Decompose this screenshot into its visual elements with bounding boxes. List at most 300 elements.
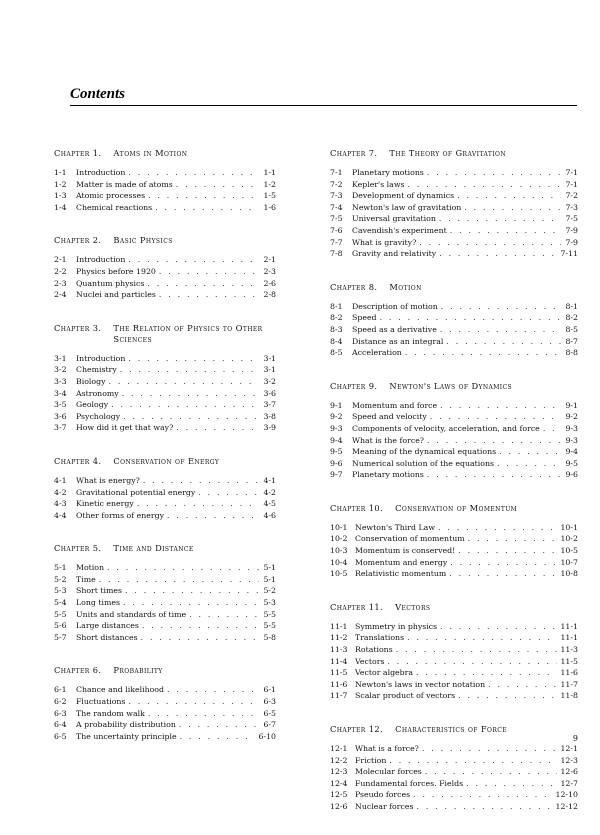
toc-entry[interactable] — [330, 458, 578, 470]
section-title: How did it get that way? — [76, 423, 174, 433]
heading-rule — [70, 105, 577, 106]
chapter-number: Chapter 6. — [54, 665, 102, 676]
page-ref: 3-1 — [263, 365, 276, 375]
toc-entry[interactable] — [330, 446, 578, 458]
section-title: Quantum physics — [76, 278, 145, 288]
section-number: 10-5 — [330, 569, 348, 579]
dot-leader — [155, 202, 259, 214]
dot-leader — [497, 458, 561, 470]
chapter-heading[interactable] — [54, 235, 276, 246]
toc-entry[interactable] — [54, 190, 276, 202]
toc-entry[interactable] — [54, 278, 276, 290]
section-title: Scalar product of vectors — [355, 691, 456, 701]
dot-leader — [148, 708, 259, 720]
page-ref: 1-5 — [263, 191, 276, 201]
section-number: 3-4 — [54, 388, 67, 398]
toc-entry[interactable] — [330, 755, 578, 767]
chapter-block — [330, 282, 578, 359]
page-ref: 11-1 — [560, 633, 578, 643]
section-number: 4-3 — [54, 499, 67, 509]
section-number: 1-1 — [54, 168, 67, 177]
chapter-title: Motion — [389, 281, 422, 292]
page-ref: 2-8 — [263, 290, 276, 300]
dot-leader — [416, 801, 552, 813]
dot-leader — [405, 347, 561, 359]
toc-entry[interactable] — [54, 475, 276, 487]
dot-leader — [446, 336, 561, 348]
section-number: 8-3 — [330, 324, 343, 334]
dot-leader — [99, 574, 259, 586]
section-number: 2-1 — [54, 255, 67, 265]
section-number: 7-4 — [330, 202, 343, 212]
toc-entry[interactable] — [330, 743, 578, 755]
toc-entry[interactable] — [330, 248, 578, 260]
chapter-title: Basic Physics — [113, 235, 173, 246]
section-number: 12-5 — [330, 790, 348, 800]
section-number: 12-6 — [330, 801, 348, 811]
chapter-heading[interactable] — [330, 148, 578, 159]
section-title: Matter is made of atoms — [76, 179, 173, 189]
page-ref: 9-1 — [565, 400, 578, 410]
dot-leader — [407, 632, 557, 644]
section-number: 12-1 — [330, 744, 348, 753]
page-ref: 2-3 — [263, 266, 276, 276]
section-title: Momentum and energy — [355, 557, 448, 567]
toc-entry[interactable] — [54, 684, 276, 696]
page-ref: 5-5 — [263, 609, 276, 619]
section-number: 11-3 — [330, 645, 348, 655]
toc-entry[interactable] — [54, 597, 276, 609]
toc-entry[interactable] — [54, 487, 276, 499]
page-ref: 11-8 — [560, 691, 578, 701]
dot-leader — [180, 731, 256, 743]
section-number: 8-2 — [330, 313, 343, 323]
section-title: Introduction — [76, 255, 126, 265]
section-title: Kinetic energy — [76, 499, 134, 509]
toc-entry[interactable] — [330, 167, 578, 179]
toc-entry[interactable] — [330, 801, 578, 813]
chapter-heading[interactable] — [330, 602, 578, 613]
chapter-heading[interactable] — [330, 503, 578, 514]
toc-entry[interactable] — [54, 289, 276, 301]
chapter-number: Chapter 10. — [330, 502, 384, 513]
chapter-title: Atoms in Motion — [113, 148, 188, 158]
toc-entry[interactable] — [330, 679, 578, 691]
page-ref: 7-2 — [565, 191, 578, 201]
toc-entry[interactable] — [54, 731, 276, 743]
toc-entry[interactable] — [330, 324, 578, 336]
dot-leader — [143, 475, 259, 487]
section-title: Nuclei and particles — [76, 290, 156, 300]
dot-leader — [159, 289, 259, 301]
dot-leader — [464, 202, 561, 214]
toc-entry[interactable] — [330, 179, 578, 191]
section-title: Components of velocity, acceleration, and force — [352, 423, 540, 433]
chapter-number: Chapter 1. — [54, 148, 102, 158]
page-ref: 5-8 — [263, 632, 276, 642]
dot-leader — [179, 719, 259, 731]
chapter-heading[interactable] — [54, 665, 276, 676]
chapter-title: The Theory of Gravitation — [389, 148, 507, 158]
dot-leader — [499, 446, 561, 458]
section-title: Long times — [76, 598, 120, 608]
page-ref: 6-1 — [263, 685, 276, 695]
chapter-block — [330, 148, 578, 260]
page-ref: 11-3 — [560, 645, 578, 655]
section-title: Atomic processes — [76, 191, 146, 201]
dot-leader — [440, 400, 561, 412]
toc-entry[interactable] — [54, 585, 276, 597]
page-ref: 7-9 — [565, 237, 578, 247]
page-ref: 3-1 — [263, 353, 276, 363]
page-ref: 5-5 — [263, 621, 276, 631]
page-ref: 7-1 — [565, 168, 578, 177]
toc-entry[interactable] — [330, 225, 578, 237]
page-ref: 3-9 — [263, 423, 276, 433]
chapter-number: Chapter 11. — [330, 601, 384, 612]
section-number: 5-5 — [54, 609, 67, 619]
toc-entry[interactable] — [330, 190, 578, 202]
chapter-block — [54, 323, 276, 434]
section-title: Psychology — [76, 411, 121, 421]
section-title: Conservation of momentum — [355, 534, 465, 544]
section-title: Nuclear forces — [355, 801, 414, 811]
section-number: 8-5 — [330, 348, 343, 358]
dot-leader — [109, 376, 259, 388]
toc-entry[interactable] — [54, 353, 276, 365]
toc-entry[interactable] — [54, 620, 276, 632]
section-number: 10-1 — [330, 522, 348, 532]
toc-entry[interactable] — [330, 533, 578, 545]
section-number: 5-2 — [54, 574, 67, 584]
page-ref: 2-1 — [263, 255, 276, 265]
chapter-heading[interactable] — [54, 148, 276, 159]
dot-leader — [408, 179, 562, 191]
section-title: Numerical solution of the equations — [352, 458, 495, 468]
dot-leader — [427, 435, 561, 447]
toc-entry[interactable] — [330, 400, 578, 412]
section-number: 7-7 — [330, 237, 343, 247]
page-ref: 12-3 — [560, 755, 578, 765]
toc-entry[interactable] — [330, 621, 578, 633]
dot-leader — [413, 789, 552, 801]
section-title: Newton's law of gravitation — [352, 202, 462, 212]
dot-leader — [387, 656, 557, 668]
dot-leader — [142, 620, 259, 632]
section-number: 2-3 — [54, 278, 67, 288]
toc-entry[interactable] — [330, 568, 578, 580]
chapter-number: Chapter 2. — [54, 235, 102, 246]
dot-leader — [458, 690, 557, 702]
page-ref: 9-3 — [565, 423, 578, 433]
section-number: 7-2 — [330, 179, 343, 189]
section-title: Chance and likelihood — [76, 685, 164, 695]
page-ref: 4-1 — [263, 475, 276, 485]
section-title: Fluctuations — [76, 697, 126, 707]
dot-leader — [120, 364, 259, 376]
section-number: 3-1 — [54, 353, 67, 363]
section-title: Short times — [76, 586, 123, 596]
page-ref: 12-10 — [555, 790, 578, 800]
page-ref: 9-2 — [565, 412, 578, 422]
section-number: 6-5 — [54, 731, 67, 741]
section-number: 9-6 — [330, 458, 343, 468]
section-title: Time — [76, 574, 96, 584]
chapter-block — [54, 456, 276, 521]
chapter-number: Chapter 8. — [330, 281, 378, 292]
section-title: Geology — [76, 400, 109, 410]
section-title: Development of dynamics — [352, 191, 455, 201]
toc-entry[interactable] — [54, 399, 276, 411]
page-ref: 2-6 — [263, 278, 276, 288]
section-title: Description of motion — [352, 301, 438, 311]
toc-entry[interactable] — [54, 562, 276, 574]
toc-entry[interactable] — [330, 522, 578, 534]
dot-leader — [440, 324, 561, 336]
section-number: 11-4 — [330, 656, 348, 666]
section-title: Large distances — [76, 621, 139, 631]
dot-leader — [111, 399, 259, 411]
toc-entry[interactable] — [330, 202, 578, 214]
chapter-number: Chapter 5. — [54, 543, 102, 554]
dot-leader — [159, 266, 259, 278]
chapter-number: Chapter 9. — [330, 380, 378, 391]
toc-entry[interactable] — [330, 656, 578, 668]
toc-entry[interactable] — [54, 510, 276, 522]
page-ref: 3-2 — [263, 376, 276, 386]
dot-leader — [123, 411, 259, 423]
chapter-heading[interactable] — [330, 282, 578, 293]
toc-entry[interactable] — [54, 179, 276, 191]
page-ref: 10-5 — [560, 546, 578, 556]
toc-entry[interactable] — [330, 557, 578, 569]
toc-entry[interactable] — [54, 376, 276, 388]
section-number: 6-1 — [54, 685, 67, 695]
page-ref: 8-7 — [565, 336, 578, 346]
page-number: 9 — [572, 734, 578, 743]
toc-entry[interactable] — [54, 696, 276, 708]
section-title: The random walk — [76, 708, 145, 718]
dot-leader — [137, 498, 259, 510]
section-title: What is a force? — [355, 744, 419, 753]
page-ref: 11-7 — [560, 679, 578, 689]
dot-leader — [107, 562, 259, 574]
page-ref: 5-1 — [263, 574, 276, 584]
chapter-title: Vectors — [395, 601, 431, 612]
page-ref: 11-1 — [560, 621, 578, 631]
dot-leader — [141, 632, 259, 644]
dot-leader — [466, 778, 557, 790]
dot-leader — [389, 755, 557, 767]
page-ref: 6-3 — [263, 697, 276, 707]
section-title: Symmetry in physics — [355, 621, 438, 631]
section-title: Planetary motions — [352, 470, 424, 480]
dot-leader — [148, 190, 259, 202]
page-ref: 10-1 — [560, 522, 578, 532]
chapter-heading[interactable] — [54, 543, 276, 554]
chapter-heading[interactable] — [54, 456, 276, 467]
toc-entry[interactable] — [330, 632, 578, 644]
toc-entry[interactable] — [54, 388, 276, 400]
toc-entry[interactable] — [330, 336, 578, 348]
page-ref: 7-3 — [565, 202, 578, 212]
section-title: Friction — [355, 755, 387, 765]
section-number: 4-4 — [54, 510, 67, 520]
page-ref: 12-7 — [560, 778, 578, 788]
chapter-title: Conservation of Energy — [113, 455, 220, 466]
chapter-heading[interactable] — [330, 724, 578, 735]
toc-entry[interactable] — [54, 266, 276, 278]
toc-entry[interactable] — [54, 422, 276, 434]
section-title: Gravitational potential energy — [76, 487, 196, 497]
section-number: 1-3 — [54, 191, 67, 201]
section-number: 11-2 — [330, 633, 348, 643]
page-ref: 1-2 — [263, 179, 276, 189]
chapter-number: Chapter 7. — [330, 148, 378, 158]
toc-entry[interactable] — [54, 364, 276, 376]
toc-entry[interactable] — [330, 545, 578, 557]
page-ref: 10-2 — [560, 534, 578, 544]
toc-entry[interactable] — [54, 609, 276, 621]
page-ref: 6-10 — [258, 731, 276, 741]
dot-leader — [416, 667, 557, 679]
section-title: Gravity and relativity — [352, 249, 437, 259]
chapter-title: The Relation of Physics to Other Sciences — [113, 322, 263, 344]
toc-entry[interactable] — [54, 167, 276, 179]
section-title: Rotations — [355, 645, 393, 655]
section-title: Biology — [76, 376, 106, 386]
section-title: Fundamental forces. Fields — [355, 778, 464, 788]
page-ref: 9-5 — [565, 458, 578, 468]
toc-entry[interactable] — [54, 411, 276, 423]
page-ref: 7-1 — [565, 179, 578, 189]
section-title: Kepler's laws — [352, 179, 405, 189]
section-title: Units and standards of time — [76, 609, 187, 619]
page-ref: 11-6 — [560, 668, 578, 678]
dot-leader — [128, 254, 259, 266]
toc-entry[interactable] — [54, 632, 276, 644]
toc-entry[interactable] — [330, 237, 578, 249]
section-number: 6-4 — [54, 720, 67, 730]
section-number: 11-5 — [330, 668, 348, 678]
page-ref: 7-5 — [565, 214, 578, 224]
toc-entry[interactable] — [54, 708, 276, 720]
toc-column-right — [330, 148, 578, 835]
section-title: A probability distribution — [76, 720, 176, 730]
page-ref: 1-6 — [263, 202, 276, 212]
toc-entry[interactable] — [330, 690, 578, 702]
chapter-block — [54, 235, 276, 300]
chapter-block — [54, 148, 276, 213]
toc-entry[interactable] — [330, 312, 578, 324]
toc-entry[interactable] — [330, 301, 578, 313]
toc-entry[interactable] — [330, 411, 578, 423]
section-number: 3-7 — [54, 423, 67, 433]
chapter-block — [54, 665, 276, 742]
section-title: Chemistry — [76, 365, 117, 375]
toc-entry[interactable] — [54, 202, 276, 214]
toc-entry[interactable] — [330, 667, 578, 679]
section-number: 5-1 — [54, 563, 67, 573]
toc-entry[interactable] — [330, 766, 578, 778]
toc-entry[interactable] — [54, 574, 276, 586]
section-number: 9-4 — [330, 435, 343, 445]
chapter-block — [330, 602, 578, 702]
page-ref: 4-6 — [263, 510, 276, 520]
chapter-number: Chapter 12. — [330, 724, 384, 734]
section-number: 5-4 — [54, 598, 67, 608]
section-number: 5-7 — [54, 632, 67, 642]
section-number: 10-3 — [330, 546, 348, 556]
chapter-title: Conservation of Momentum — [395, 502, 518, 513]
chapter-number: Chapter 4. — [54, 455, 102, 466]
page-ref: 3-7 — [263, 400, 276, 410]
section-title: Physics before 1920 — [76, 266, 156, 276]
toc-entry[interactable] — [54, 498, 276, 510]
dot-leader — [449, 568, 557, 580]
page-ref: 3-6 — [263, 388, 276, 398]
page-ref: 7-9 — [565, 225, 578, 235]
page-ref: 7-11 — [560, 249, 578, 259]
toc-entry[interactable] — [54, 254, 276, 266]
toc-entry[interactable] — [330, 347, 578, 359]
toc-entry[interactable] — [330, 644, 578, 656]
dot-leader — [147, 278, 259, 290]
section-number: 8-1 — [330, 301, 343, 311]
section-number: 9-1 — [330, 400, 343, 410]
section-title: Speed — [352, 313, 377, 323]
section-title: What is energy? — [76, 475, 140, 485]
section-title: Speed as a derivative — [352, 324, 437, 334]
dot-leader — [450, 225, 561, 237]
section-title: Speed and velocity — [352, 412, 427, 422]
section-number: 12-2 — [330, 755, 348, 765]
chapter-heading[interactable] — [54, 323, 276, 345]
section-title: Pseudo forces — [355, 790, 411, 800]
dot-leader — [440, 621, 557, 633]
section-number: 7-8 — [330, 249, 343, 259]
toc-entry[interactable] — [330, 423, 578, 435]
chapter-block — [330, 503, 578, 580]
toc-entry[interactable] — [330, 435, 578, 447]
section-number: 1-2 — [54, 179, 67, 189]
section-number: 6-3 — [54, 708, 67, 718]
toc-entry[interactable] — [330, 778, 578, 790]
section-number: 6-2 — [54, 697, 67, 707]
toc-entry[interactable] — [330, 469, 578, 481]
page-ref: 4-5 — [263, 499, 276, 509]
toc-entry[interactable] — [330, 789, 578, 801]
section-title: Chemical reactions — [76, 202, 153, 212]
page-ref: 9-4 — [565, 447, 578, 457]
section-title: Molecular forces — [355, 767, 422, 777]
section-number: 7-1 — [330, 168, 343, 177]
chapter-block — [54, 543, 276, 643]
section-number: 3-5 — [54, 400, 67, 410]
section-title: Planetary motions — [352, 168, 424, 177]
dot-leader — [122, 388, 259, 400]
dot-leader — [468, 533, 558, 545]
toc-entry[interactable] — [330, 213, 578, 225]
dot-leader — [458, 545, 557, 557]
section-title: Relativistic momentum — [355, 569, 447, 579]
page-ref: 11-5 — [560, 656, 578, 666]
toc-entry[interactable] — [54, 719, 276, 731]
chapter-heading[interactable] — [330, 381, 578, 392]
section-number: 4-2 — [54, 487, 67, 497]
page-ref: 8-2 — [565, 313, 578, 323]
section-title: Motion — [76, 563, 105, 573]
